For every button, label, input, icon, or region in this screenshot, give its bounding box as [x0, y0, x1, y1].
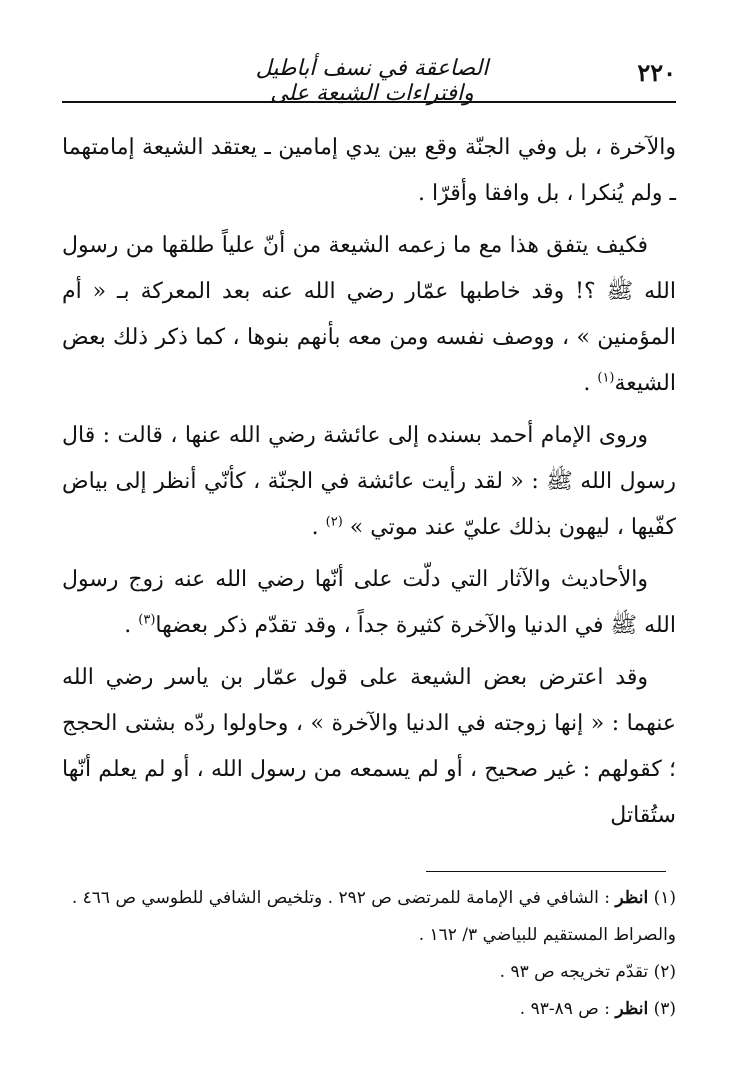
paragraph: وقد اعترض بعض الشيعة على قول عمّار بن ياسر رضي الله عنهما : « إنها زوجته في الدنيا والآخرة » ، وحاولوا ردّه بشتى الحجج ؛ كقولهم : غير صحيح ، أو لم يسمعه من رسول الله ، أو لم يعلم أنّها ستُقاتل — [62, 665, 676, 828]
footnote-ref: (٢) — [325, 514, 343, 530]
footnote: (٢) تقدّم تخريجه ص ٩٣ . — [499, 962, 676, 982]
running-header — [62, 50, 676, 106]
footnote: (١) انظر : الشافي في الإمامة للمرتضى ص ٢٩٢ . وتلخيص الشافي للطوسي ص ٤٦٦ . والصراط المستقيم للبياضي ٣/ ١٦٢ . — [71, 888, 676, 945]
book-title: الصاعقة في نسف أباطيل وافتراءات الشيعة على — [255, 56, 489, 106]
footnote-ref: (١) — [597, 370, 615, 386]
page-number: ٢٢٠ — [637, 58, 676, 87]
footnotes — [62, 880, 676, 1028]
paragraph: وروى الإمام أحمد بسنده إلى عائشة رضي الله عنها ، قالت : قال رسول الله ﷺ : « لقد رأيت عائشة في الجنّة ، كأنّي أنظر إلى بياض كفّيها ، ليهون بذلك عليّ عند موتي » $^{(٢)}$ . — [62, 423, 676, 540]
paragraph: والآخرة ، بل وفي الجنّة وقع بين يدي إمامين ـ يعتقد الشيعة إمامتهما ـ ولم يُنكرا ، بل وافقا وأقرّا . — [62, 135, 676, 206]
header-divider — [62, 101, 676, 103]
main-text — [62, 125, 676, 845]
footnote-divider — [426, 871, 666, 872]
paragraph: والأحاديث والآثار التي دلّت على أنّها رضي الله عنه زوج رسول الله ﷺ في الدنيا والآخرة كثيرة جداً ، وقد تقدّم ذكر بعضها$^{(٣)}$ . — [62, 567, 676, 638]
footnote: (٣) انظر : ص ٨٩-٩٣ . — [519, 999, 676, 1019]
paragraph: فكيف يتفق هذا مع ما زعمه الشيعة من أنّ علياً طلقها من رسول الله ﷺ ؟! وقد خاطبها عمّار رضي الله عنه بعد المعركة بـ « أم المؤمنين » ، ووصف نفسه ومن معه بأنهم بنوها ، كما ذكر ذلك بعض الشيعة$^{(١)}$ . — [62, 233, 676, 396]
footnote-ref: (٣) — [138, 612, 156, 628]
